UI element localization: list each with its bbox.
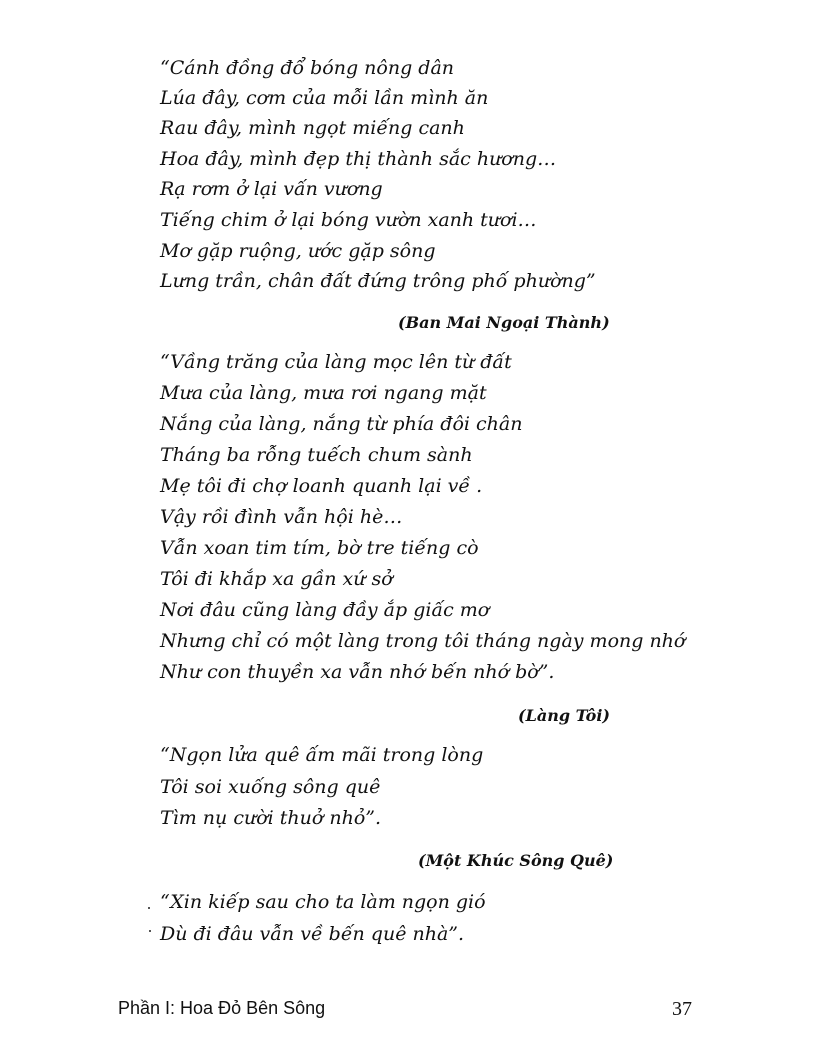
- poem-line: Lúa đây, cơm của mỗi lần mình ăn: [160, 87, 489, 109]
- poem-line: Như con thuyền xa vẫn nhớ bến nhớ bờ”.: [160, 661, 555, 683]
- poem-line: Vẫn xoan tim tím, bờ tre tiếng cò: [160, 537, 479, 559]
- poem-source: (Một Khúc Sông Quê): [418, 851, 614, 870]
- poem-line: Vậy rồi đình vẫn hội hè…: [160, 506, 403, 528]
- poem-line: Dù đi đâu vẫn về bến quê nhà”.: [160, 923, 465, 945]
- poem-line: Nắng của làng, nắng từ phía đôi chân: [160, 413, 523, 435]
- poem-line: “Xin kiếp sau cho ta làm ngọn gió: [160, 891, 486, 913]
- running-footer-title: Phần I: Hoa Đỏ Bên Sông: [118, 998, 326, 1018]
- poem-line: “Ngọn lửa quê ấm mãi trong lòng: [160, 744, 484, 766]
- poem-line: Rạ rơm ở lại vấn vương: [160, 178, 383, 200]
- poem-line: Nơi đâu cũng làng đầy ắp giấc mơ: [160, 599, 490, 621]
- poem-line: Tháng ba rỗng tuếch chum sành: [160, 444, 473, 466]
- poem-line: Tiếng chim ở lại bóng vườn xanh tươi…: [160, 209, 537, 231]
- poem-line: Hoa đây, mình đẹp thị thành sắc hương…: [160, 148, 557, 170]
- poem-line: Nhưng chỉ có một làng trong tôi tháng ngày mong nhớ: [160, 630, 686, 652]
- scan-speck: [148, 907, 150, 909]
- poem-line: Tìm nụ cười thuở nhỏ”.: [160, 807, 382, 829]
- poem-line: Mẹ tôi đi chợ loanh quanh lại về .: [160, 475, 483, 497]
- poem-line: Lưng trần, chân đất đứng trông phố phường”: [160, 270, 596, 292]
- page-number: 37: [672, 998, 692, 1020]
- poem-line: “Vầng trăng của làng mọc lên từ đất: [160, 351, 512, 373]
- poem-line: Tôi soi xuống sông quê: [160, 776, 381, 798]
- poem-line: “Cánh đồng đổ bóng nông dân: [160, 57, 455, 79]
- poem-source: (Ban Mai Ngoại Thành): [398, 313, 610, 332]
- poem-line: Tôi đi khắp xa gần xứ sở: [160, 568, 393, 590]
- poem-line: Mưa của làng, mưa rơi ngang mặt: [160, 382, 487, 404]
- poem-line: Rau đây, mình ngọt miếng canh: [160, 117, 465, 139]
- poem-source: (Làng Tôi): [518, 706, 610, 725]
- scan-speck: [149, 930, 151, 932]
- poem-line: Mơ gặp ruộng, ước gặp sông: [160, 240, 436, 262]
